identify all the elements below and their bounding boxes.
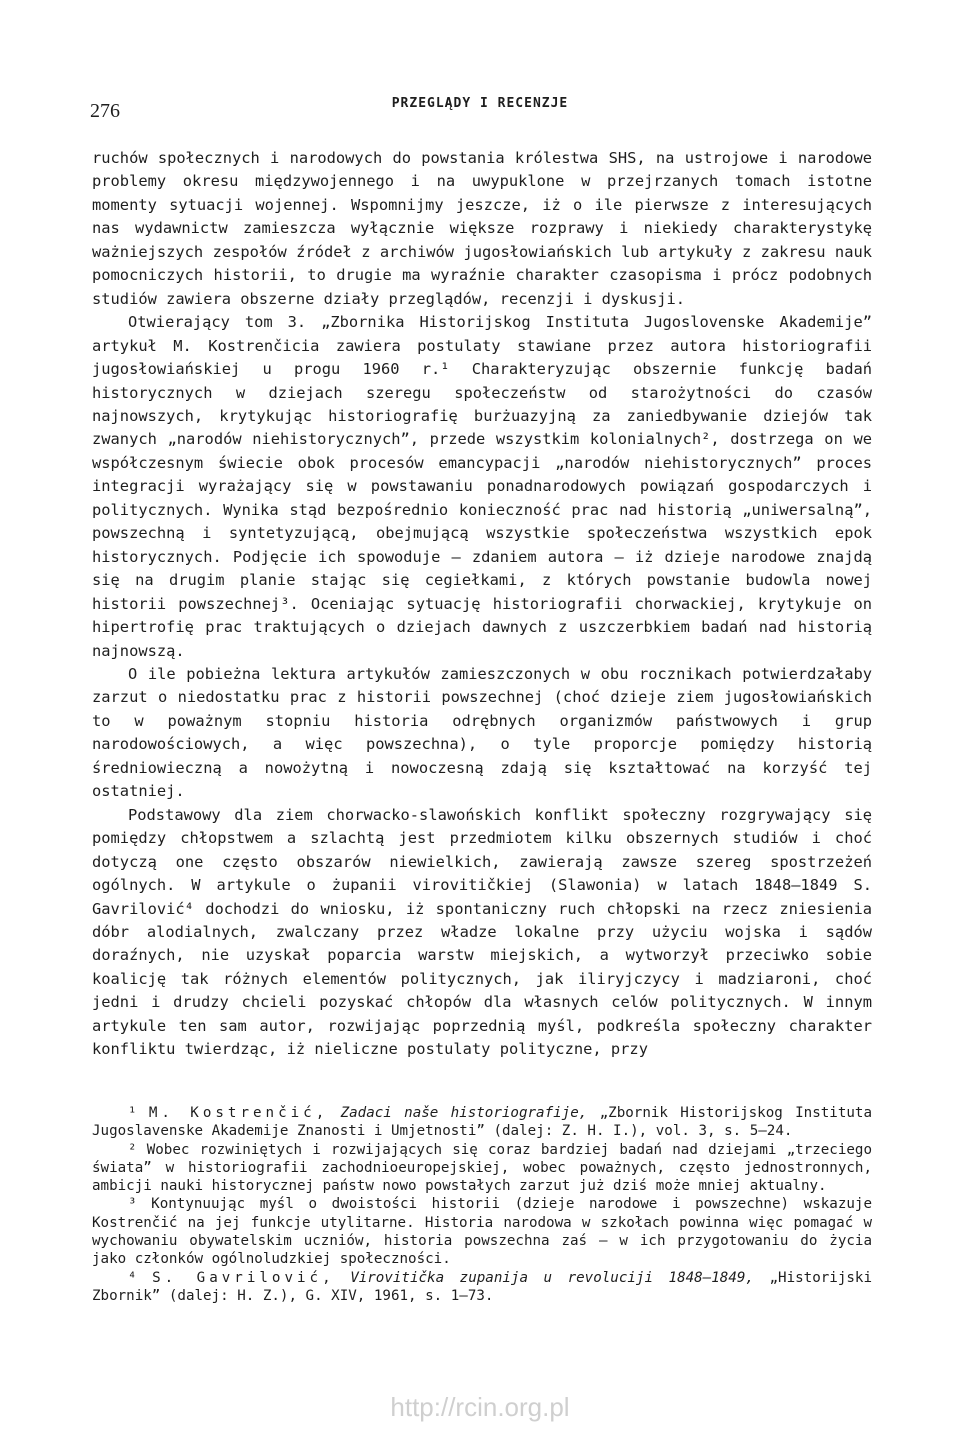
footnote-3: ³ Kontynuując myśl o dwoistości historii (dzieje narodowe i powszechne) wskazuje Kostrenčić na jej funkcje utylitarne. Historia narodowa w szkołach powinna więc pomagać w wychowaniu obywatelskim uczniów, historia powszechna zaś — w ich przygotowaniu do życia jako członków ogólnoludzkiej społeczności. — [92, 1196, 872, 1268]
footnote-1 — [92, 1104, 872, 1141]
footnotes — [92, 1104, 872, 1305]
footnote-mark: ¹ — [128, 1105, 137, 1121]
paragraph: Podstawowy dla ziem chorwacko-slawońskich konflikt społeczny rozgrywający się pomiędzy chłopstwem a szlachtą jest przedmiotem kilku obszernych studiów i choć dotyczą one często obszarów niewielkich, zawierają zawsze szereg spostrzeżeń ogólnych. W artykule o żupanii virovitičkiej (Slawonia) w latach 1848—1849 S. Gavrilović⁴ dochodzi do wniosku, iż spontaniczny ruch chłopski na rzecz zniesienia dóbr alodialnych, zwalczany przez władze lokalne przy użyciu wojska i sądów doraźnych, nie uzyskał poparcia warstw miejskich, a wytworzył przeciwko sobie koalicję tak różnych elementów politycznych, jak iliryjczycy i madziaroni, choć jedni i drudzy chcieli pozyskać chłopów dla własnych celów politycznych. W innym artykule ten sam autor, rozwijając poprzednią myśl, podkreśla społeczny charakter konfliktu twierdząc, iż nieliczne postulaty polityczne, przy — [92, 805, 872, 1059]
footnote-author: S. Gavrilović, — [152, 1269, 335, 1286]
page-number: 276 — [90, 100, 120, 122]
footnote-title: Zadaci naše historiografije, — [340, 1105, 588, 1121]
footnote-text: „Zbornik Historijskog Instituta Jugoslavenske Akademije Znanosti i Umjetnosti” (dalej: Z. H. I.), vol. 3, s. 5—24. — [92, 1105, 872, 1140]
paragraph: Otwierający tom 3. „Zbornika Historijskog Instituta Jugoslovenske Akademije” artykuł M. Kostrenčicia zawiera postulaty stawiane przez autora historiografii jugosłowiańskiej u progu 1960 r.¹ Charakteryzując obszernie funkcję badań historycznych w dziejach szeregu społeczeństw od starożytności do czasów najnowszych, krytykując historiografię burżuazyjną za zaniedbywanie dziejów tak zwanych „narodów niehistorycznych”, przede wszystkim kolonialnych², dostrzega on we współczesnym świecie obok procesów emancypacji „narodów niehistorycznych” proces integracji wyrażający się w powstawaniu ponadnarodowych powiązań gospodarczych i politycznych. Wynika stąd bezpośrednio konieczność prac nad historią „uniwersalną”, powszechną i syntetyzującą, obejmującą wszystkie społeczeństwa wszystkich epok historycznych. Podjęcie ich spowoduje — zdaniem autora — iż dzieje narodowe znajdą się na drugim planie stając się cegiełkami, z których powstanie budowla nowej historii powszechnej³. Oceniając sytuację historiografii chorwackiej, krytykuje on hipertrofię prac traktujących o dziejach dawnych z uszczerbkiem badań nad historią najnowszą. — [92, 313, 872, 660]
footnote-4 — [92, 1269, 872, 1306]
footnote-2: ² Wobec rozwiniętych i rozwijających się coraz bardziej badań nad dziejami „trzeciego świata” w historiografii zachodnioeuropejskiej, wobec poważnych, często jednostronnych, ambicji nauki historycznej państw nowo powstałych zarzut już dziś może mniej aktualny. — [92, 1141, 872, 1195]
footnote-author: M. Kostrenčić, — [148, 1105, 329, 1121]
footnote-title: Virovitička zupanija u revoluciji 1848—1849, — [350, 1269, 754, 1286]
footnote-mark: ⁴ — [128, 1269, 137, 1286]
footnote-text: „Historijski Zbornik” (dalej: H. Z.), G. XIV, 1961, s. 1—73. — [92, 1269, 872, 1304]
paragraph: O ile pobieżna lektura artykułów zamieszczonych w obu rocznikach potwierdzałaby zarzut o niedostatku prac z historii powszechnej (choć dzieje ziem jugosłowiańskich to w poważnym stopniu historia odrębnych organizmów państwowych i grup narodowościowych, a więc powszechna), o tyle proporcje pomiędzy historią średniowieczną a nowożytną i nowoczesną zdają się kształtować na korzyść tej ostatniej. — [92, 664, 872, 801]
paragraph: ruchów społecznych i narodowych do powstania królestwa SHS, na ustrojowe i narodowe problemy okresu międzywojennego i na uwypuklone w przejrzanych tomach istotne momenty sytuacji wojennej. Wspomnijmy jeszcze, iż o ile pierwsze z interesujących nas wydawnictw zamieszcza wyłącznie większe rozprawy i niekiedy charakterystykę ważniejszych zespołów źródeł z archiwów jugosłowiańskich lub artykuły z zakresu nauk pomocniczych historii, to drugie ma wyraźnie charakter czasopisma i prócz podobnych studiów zawiera obszerne działy przeglądów, recenzji i dyskusji. — [92, 149, 872, 308]
main-text — [92, 147, 872, 1062]
watermark-url: http://rcin.org.pl — [390, 1392, 570, 1422]
running-head: PRZEGLĄDY I RECENZJE — [391, 96, 569, 111]
